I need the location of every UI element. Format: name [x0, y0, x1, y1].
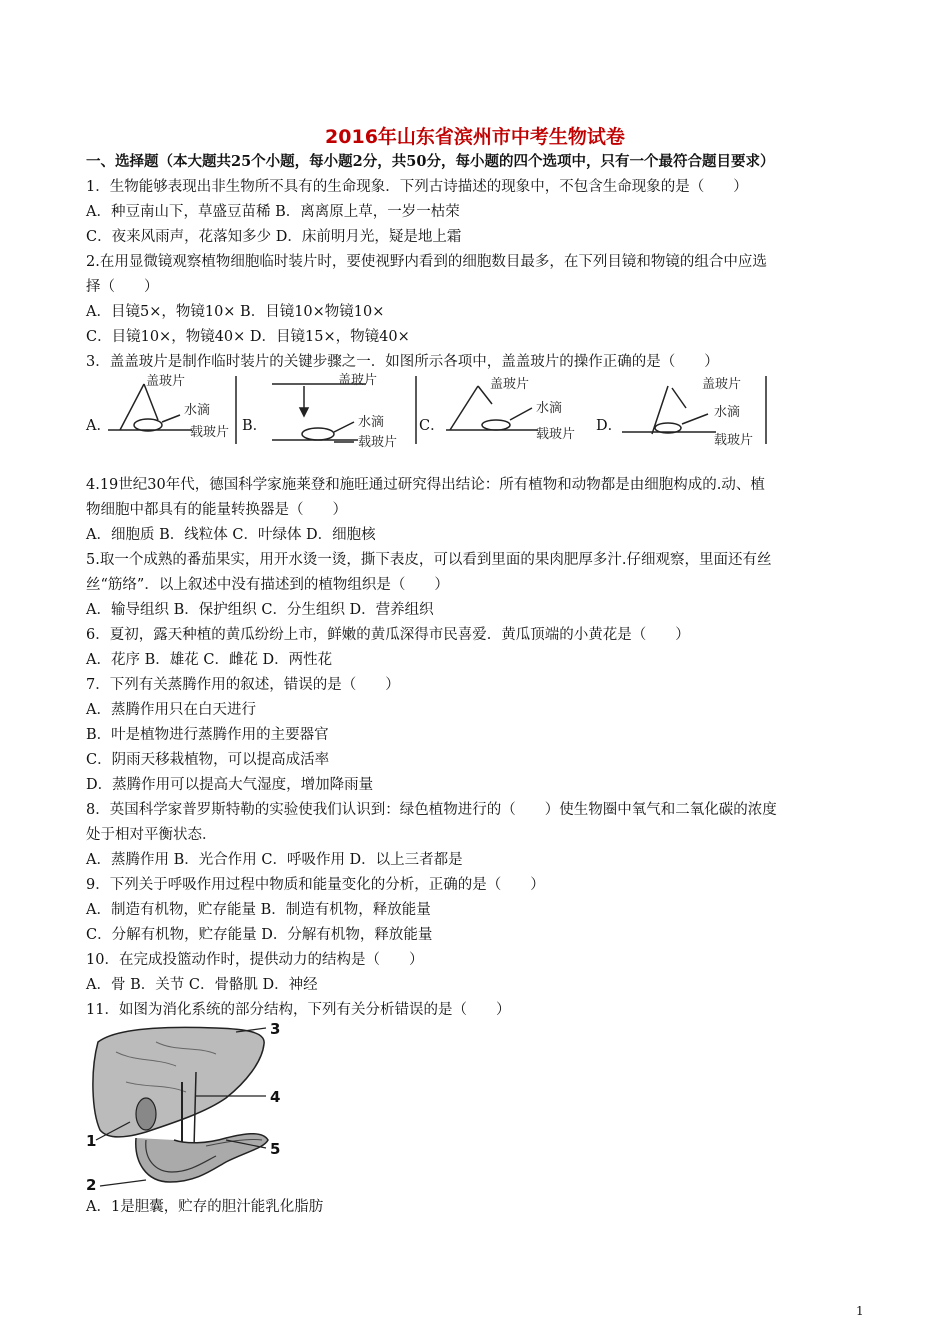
q3-option-b-label: B． — [242, 418, 268, 434]
label-4: 4 — [270, 1088, 281, 1106]
page-title: 2016年山东省滨州市中考生物试卷 — [325, 126, 625, 148]
q2-stem: 2.在用显微镜观察植物细胞临时装片时，要使视野内看到的细胞数目最多，在下列目镜和物镜的组合中应选 — [86, 254, 767, 270]
q9-options-cd: C．分解有机物，贮存能量 D．分解有机物，释放能量 — [86, 927, 433, 943]
section-heading: 一、选择题（本大题共25个小题，每小题2分，共50分，每小题的四个选项中，只有一个最符合题目要求） — [86, 153, 775, 170]
q3-a-slide-label: 载玻片 — [190, 425, 230, 440]
q11-stem: 11．如图为消化系统的部分结构，下列有关分析错误的是（ ） — [86, 1002, 511, 1018]
q1-options-ab: A．种豆南山下，草盛豆苗稀 B．离离原上草，一岁一枯荣 — [86, 204, 460, 220]
q6-options: A．花序 B．雄花 C．雌花 D．两性花 — [86, 652, 333, 668]
label-2: 2 — [86, 1176, 97, 1194]
q3-c-water-label: 水滴 — [536, 401, 563, 416]
q3-option-a-label: A． — [86, 418, 111, 434]
q5-options: A．输导组织 B．保护组织 C．分生组织 D．营养组织 — [86, 602, 434, 618]
q11-figure — [86, 1022, 296, 1194]
q5-stem: 5.取一个成熟的番茄果实，用开水烫一烫，撕下表皮，可以看到里面的果肉肥厚多汁.仔细观察，里面还有丝 — [86, 552, 772, 568]
q7-option-a: A．蒸腾作用只在白天进行 — [86, 702, 256, 718]
q2-stem-cont: 择（ ） — [86, 279, 159, 295]
q9-options-ab: A．制造有机物，贮存能量 B．制造有机物，释放能量 — [86, 902, 431, 918]
q3-option-d-label: D． — [596, 418, 623, 434]
q8-stem: 8．英国科学家普罗斯特勒的实验使我们认识到：绿色植物进行的（ ）使生物圈中氧气和二氧化碳的浓度 — [86, 802, 777, 818]
digestive-system-diagram — [86, 1022, 296, 1194]
q1-options-cd: C．夜来风雨声，花落知多少 D．床前明月光，疑是地上霜 — [86, 229, 462, 245]
label-3: 3 — [270, 1022, 281, 1038]
q8-stem-cont: 处于相对平衡状态． — [86, 827, 217, 843]
q3-d-coverslip-label: 盖玻片 — [702, 377, 742, 392]
q3-a-coverslip-label: 盖玻片 — [146, 374, 186, 389]
q4-stem-cont: 物细胞中都具有的能量转换器是（ ） — [86, 502, 347, 518]
q3-diagrams — [86, 372, 876, 452]
q2-options-cd: C．目镜10×，物镜40× D．目镜15×，物镜40× — [86, 329, 410, 345]
page-number: 1 — [856, 1304, 864, 1318]
label-1: 1 — [86, 1132, 97, 1150]
q8-options: A．蒸腾作用 B．光合作用 C．呼吸作用 D．以上三者都是 — [86, 852, 463, 868]
q7-option-b: B．叶是植物进行蒸腾作用的主要器官 — [86, 727, 329, 743]
q3-b-water-label: 水滴 — [358, 415, 385, 430]
q7-option-d: D．蒸腾作用可以提高大气湿度，增加降雨量 — [86, 777, 374, 793]
q10-options: A．骨 B．关节 C．骨骼肌 D．神经 — [86, 977, 318, 993]
q3-option-c-label: C． — [419, 418, 445, 434]
q3-c-slide-label: 载玻片 — [536, 427, 576, 442]
q7-stem: 7．下列有关蒸腾作用的叙述，错误的是（ ） — [86, 677, 400, 693]
q3-c-coverslip-label: 盖玻片 — [490, 377, 530, 392]
q3-figure — [86, 372, 876, 452]
q9-stem: 9．下列关于呼吸作用过程中物质和能量变化的分析，正确的是（ ） — [86, 877, 545, 893]
q4-stem: 4.19世纪30年代，德国科学家施莱登和施旺通过研究得出结论：所有植物和动物都是由细胞构成的.动、植 — [86, 477, 765, 493]
q10-stem: 10．在完成投篮动作时，提供动力的结构是（ ） — [86, 952, 424, 968]
q5-stem-cont: 丝“筋络”．以上叙述中没有描述到的植物组织是（ ） — [86, 577, 449, 593]
q3-a-water-label: 水滴 — [184, 403, 211, 418]
q3-d-water-label: 水滴 — [714, 405, 741, 420]
q4-options: A．细胞质 B．线粒体 C．叶绿体 D．细胞核 — [86, 527, 376, 543]
q11-option-a: A．1是胆囊，贮存的胆汁能乳化脂肪 — [86, 1199, 324, 1215]
q3-stem: 3．盖盖玻片是制作临时装片的关键步骤之一．如图所示各项中，盖盖玻片的操作正确的是（ ） — [86, 354, 719, 370]
q3-d-slide-label: 载玻片 — [714, 433, 754, 448]
q3-b-slide-label: 载玻片 — [358, 435, 398, 450]
q7-option-c: C．阴雨天移栽植物，可以提高成活率 — [86, 752, 330, 768]
q1-stem: 1．生物能够表现出非生物所不具有的生命现象．下列古诗描述的现象中，不包含生命现象的是（ ） — [86, 179, 748, 195]
q6-stem: 6．夏初，露天种植的黄瓜纷纷上市，鲜嫩的黄瓜深得市民喜爱．黄瓜顶端的小黄花是（ ） — [86, 627, 690, 643]
q3-b-coverslip-label: 盖玻片 — [338, 373, 378, 388]
label-5: 5 — [270, 1140, 281, 1158]
q2-options-ab: A．目镜5×，物镜10× B．目镜10×物镜10× — [86, 304, 385, 320]
